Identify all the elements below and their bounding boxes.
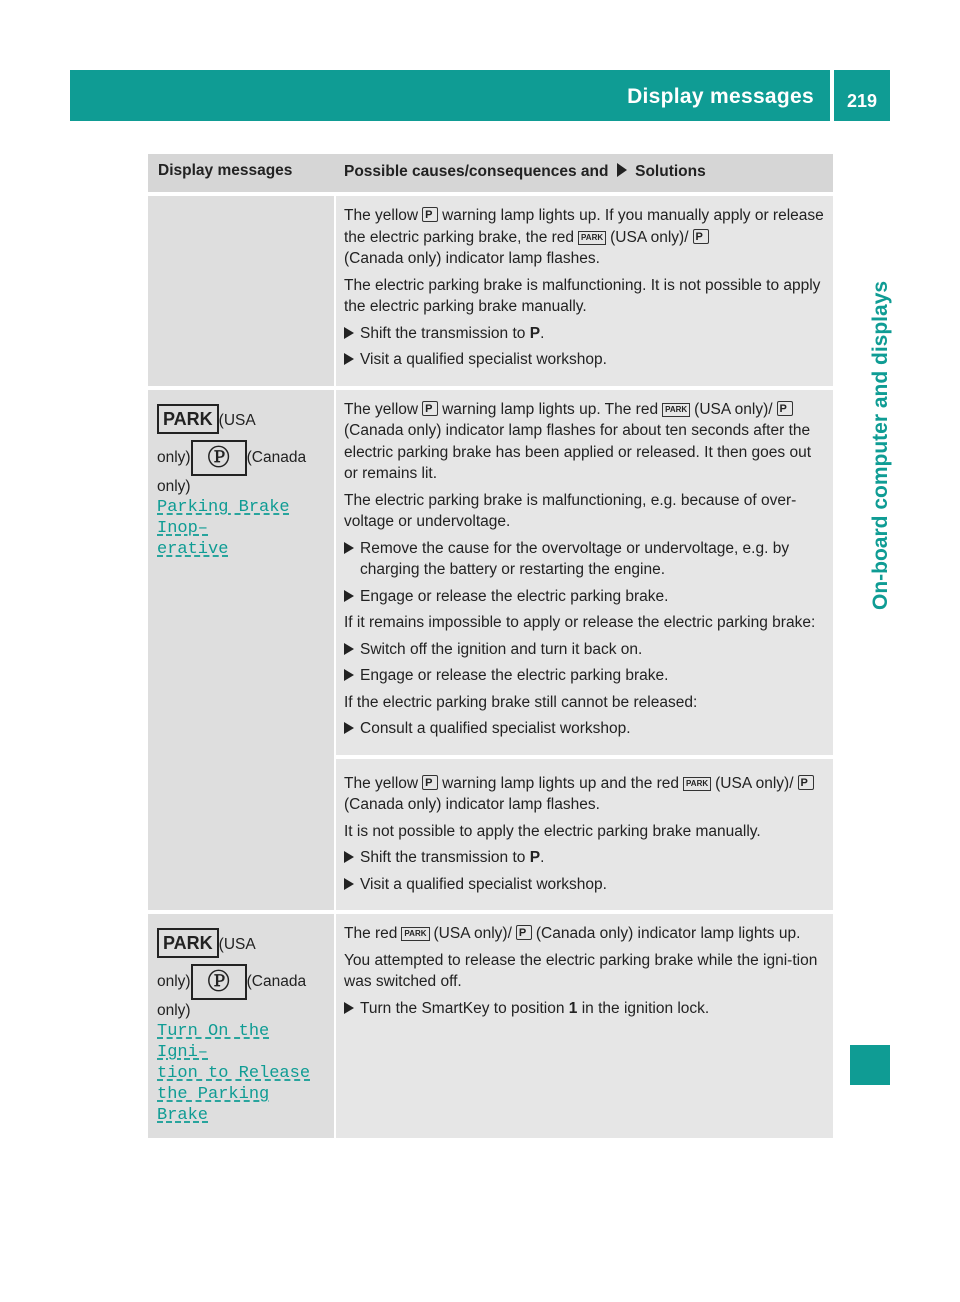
solution-step: Visit a qualified specialist workshop. <box>344 874 827 896</box>
page-title: Display messages <box>627 85 814 108</box>
display-cell: PARK (USA only) Ⓟ (Canada only) Parking Brake Inop– erative <box>148 390 334 911</box>
parking-brake-lamp-icon <box>777 401 793 416</box>
arrow-right-icon <box>344 353 354 365</box>
arrow-right-icon <box>344 851 354 863</box>
arrow-right-icon <box>344 643 354 655</box>
arrow-right-icon <box>344 542 354 554</box>
cause-text: If it remains impossible to apply or release the electric parking brake: <box>344 614 816 631</box>
arrow-right-icon <box>344 590 354 602</box>
cause-text: You attempted to release the electric parking brake while the igni-tion was switched off. <box>344 951 818 990</box>
cause-cell: The red PARK (USA only)/P (Canada only) indicator lamp lights up. You attempted to release the electric parking brake while the igni-tion was switched off. Turn the SmartKey to position 1 in the ignition lock. <box>336 914 833 1138</box>
col-causes-label: Possible causes/consequences and <box>344 163 609 180</box>
solution-step: Turn the SmartKey to position 1 in the ignition lock. <box>344 998 827 1020</box>
section-tab: On-board computer and displays <box>869 280 892 610</box>
arrow-right-icon <box>344 669 354 681</box>
display-message-text: Turn On the Igni– <box>157 1022 270 1062</box>
park-lamp-icon: PARK <box>401 927 429 941</box>
arrow-right-icon <box>344 327 354 339</box>
solution-step: Shift the transmission to P. <box>344 323 827 345</box>
cause-text: The electric parking brake is malfunctioning. It is not possible to apply the electric parking brake manually. <box>344 276 821 315</box>
solution-step: Visit a qualified specialist workshop. <box>344 349 827 371</box>
cause-text: If the electric parking brake still cannot be released: <box>344 693 698 711</box>
cause-text: The electric parking brake is malfunctioning, e.g. because of over-voltage or undervoltage. <box>344 491 797 530</box>
section-marker <box>850 1045 890 1085</box>
table-row <box>148 390 833 911</box>
display-message-text: erative <box>157 539 229 559</box>
cause-text: It is not possible to apply the electric parking brake manually. <box>344 822 761 840</box>
cause-cell: The yellowP warning lamp lights up and the red PARK (USA only)/P(Canada only) indicator lamp flashes. It is not possible to apply the electric parking brake manually. Shift the transmission to P. Visit a qualified specialist workshop. <box>336 759 833 911</box>
park-lamp-icon: PARK <box>662 403 690 417</box>
solution-step: Remove the cause for the overvoltage or undervoltage, e.g. by charging the battery or restarting the engine. <box>344 538 827 581</box>
cause-cell: The yellowP warning lamp lights up. If you manually apply or release the electric parking brake, the red PARK (USA only)/P (Canada only) indicator lamp flashes. The electric parking brake is malfunctioning. It is not possible to apply the electric parking brake manually. Shift the transmission to P. Visit a qualified specialist workshop. <box>336 196 833 386</box>
parking-brake-lamp-icon <box>798 775 814 790</box>
display-messages-table <box>148 154 833 1138</box>
solution-step: Switch off the ignition and turn it back on. <box>344 639 827 661</box>
parking-brake-lamp-icon <box>422 775 438 790</box>
parking-brake-lamp-icon: Ⓟ <box>191 964 247 1000</box>
park-lamp-icon: PARK <box>578 231 606 245</box>
solution-step: Engage or release the electric parking brake. <box>344 586 827 608</box>
page-number: 219 <box>834 70 890 121</box>
header-bar <box>70 70 830 121</box>
table-row <box>148 196 833 386</box>
solution-step: Consult a qualified specialist workshop. <box>344 718 827 740</box>
col-solutions-label: Solutions <box>635 163 706 180</box>
display-message-text: the Parking Brake <box>157 1085 270 1125</box>
park-indicator-icon: PARK <box>157 928 219 958</box>
parking-brake-lamp-icon <box>693 229 709 244</box>
park-indicator-icon: PARK <box>157 404 219 434</box>
table-header <box>148 154 833 192</box>
display-cell-empty <box>148 196 334 386</box>
cause-cell: The yellowP warning lamp lights up. The red PARK (USA only)/P(Canada only) indicator lamp flashes for about ten seconds after the electric parking brake has been applied or released. It then goes out or remains lit. The electric parking brake is malfunctioning, e.g. because of over-voltage or undervoltage. Remove the cause for the overvoltage or undervoltage, e.g. by charging the battery or restarting the engine. Engage or release the electric parking brake. If it remains impossible to apply or release the electric parking brake: Switch off the ignition and turn it back on. Engage or release the electric parking brake. If the electric parking brake still cannot be released: Consult a qualified specialist workshop. <box>336 390 833 755</box>
arrow-right-icon <box>344 1002 354 1014</box>
col-causes <box>336 154 833 192</box>
arrow-right-icon <box>344 722 354 734</box>
solution-step: Shift the transmission to P. <box>344 847 827 869</box>
parking-brake-lamp-icon <box>516 925 532 940</box>
display-message-text: tion to Release <box>157 1064 311 1083</box>
col-display-messages: Display messages <box>158 162 293 179</box>
park-lamp-icon: PARK <box>683 777 711 791</box>
arrow-right-icon <box>617 163 627 177</box>
arrow-right-icon <box>344 878 354 890</box>
parking-brake-lamp-icon <box>422 207 438 222</box>
display-cell: PARK (USA only) Ⓟ (Canada only) Turn On the Igni– tion to Release the Parking Brake <box>148 914 334 1138</box>
parking-brake-lamp-icon <box>422 401 438 416</box>
table-row <box>148 914 833 1138</box>
solution-step: Engage or release the electric parking brake. <box>344 665 827 687</box>
display-message-text: Parking Brake Inop– <box>157 497 290 538</box>
parking-brake-lamp-icon: Ⓟ <box>191 440 247 476</box>
